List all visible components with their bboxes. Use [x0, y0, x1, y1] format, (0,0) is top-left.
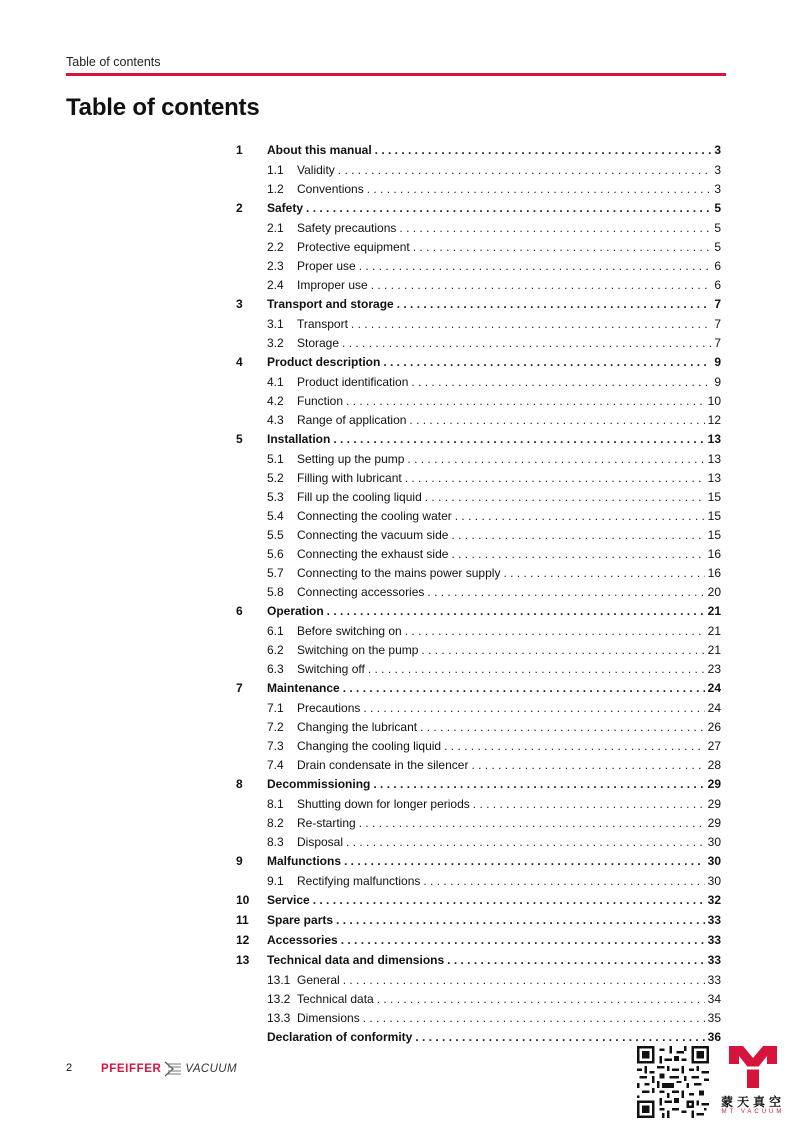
toc-entry-number: 2	[236, 201, 243, 215]
toc-dot-leader	[473, 795, 705, 814]
toc-entry-title: Connecting the exhaust side	[297, 547, 449, 561]
toc-chapter-entry[interactable]	[236, 199, 721, 219]
toc-dot-leader	[346, 392, 705, 411]
toc-dot-leader	[367, 180, 712, 199]
toc-entry-title: Shutting down for longer periods	[297, 797, 470, 811]
toc-entry-title: Range of application	[297, 413, 407, 427]
toc-dot-leader	[471, 756, 704, 775]
toc-dot-leader	[377, 990, 705, 1009]
toc-chapter-entry[interactable]	[236, 602, 721, 622]
toc-entry-number: 7.2	[267, 720, 284, 734]
toc-dot-leader	[363, 699, 704, 718]
toc-entry-title: Rectifying malfunctions	[297, 874, 421, 888]
toc-dot-leader	[333, 430, 704, 449]
toc-entry-number: 5.4	[267, 509, 284, 523]
toc-entry-title: Precautions	[297, 701, 361, 715]
toc-section-entry[interactable]	[236, 219, 721, 238]
toc-dot-leader	[425, 488, 705, 507]
toc-entry-page: 33	[707, 913, 721, 927]
toc-entry-title: Function	[297, 394, 344, 408]
toc-entry-number: 5.1	[267, 452, 284, 466]
toc-dot-leader	[503, 564, 704, 583]
mt-vacuum-english-name: MT VACUUM	[721, 1109, 785, 1115]
toc-entry-number: 5.8	[267, 585, 284, 599]
toc-entry-number: 4	[236, 355, 243, 369]
toc-dot-leader	[363, 1009, 705, 1028]
toc-entry-page: 30	[707, 854, 721, 868]
toc-entry-number: 1	[236, 143, 243, 157]
toc-section-entry[interactable]	[236, 257, 721, 276]
toc-entry-number: 8.1	[267, 797, 284, 811]
toc-entry-title: Operation	[267, 604, 324, 618]
toc-dot-leader	[375, 141, 712, 160]
toc-dot-leader	[342, 334, 711, 353]
toc-dot-leader	[411, 373, 711, 392]
toc-chapter-entry[interactable]	[236, 951, 721, 971]
toc-dot-leader	[427, 583, 704, 602]
toc-dot-leader	[447, 951, 704, 970]
toc-chapter-entry[interactable]	[236, 911, 721, 931]
toc-entry-page: 29	[707, 816, 721, 830]
toc-entry-number: 5.3	[267, 490, 284, 504]
toc-dot-leader	[359, 257, 712, 276]
toc-entry-title: Conventions	[297, 182, 364, 196]
toc-entry-page: 33	[707, 933, 721, 947]
mt-vacuum-logo	[716, 1044, 790, 1120]
toc-section-entry[interactable]	[236, 315, 721, 334]
toc-entry-number: 9.1	[267, 874, 284, 888]
toc-entry-page: 34	[707, 992, 721, 1006]
toc-dot-leader	[327, 602, 705, 621]
toc-chapter-entry[interactable]	[236, 852, 721, 872]
toc-entry-number: 5	[236, 432, 243, 446]
toc-entry-number: 10	[236, 893, 250, 907]
toc-entry-title: Product identification	[297, 375, 409, 389]
toc-entry-page: 30	[707, 835, 721, 849]
toc-entry-number: 4.1	[267, 375, 284, 389]
toc-entry-title: Protective equipment	[297, 240, 410, 254]
toc-entry-number: 3.1	[267, 317, 284, 331]
mt-vacuum-chinese-name: 蒙天真空	[720, 1095, 785, 1109]
toc-section-entry[interactable]	[236, 373, 721, 392]
toc-entry-title: Connecting the vacuum side	[297, 528, 449, 542]
toc-entry-number: 2.2	[267, 240, 284, 254]
toc-dot-leader	[373, 775, 704, 794]
toc-entry-number: 13.3	[267, 1011, 291, 1025]
toc-entry-number: 13	[236, 953, 250, 967]
toc-entry-page: 12	[707, 413, 721, 427]
toc-entry-page: 13	[707, 471, 721, 485]
toc-entry-number: 4.3	[267, 413, 284, 427]
toc-entry-page: 21	[707, 624, 721, 638]
toc-entry-number: 5.6	[267, 547, 284, 561]
toc-entry-page: 30	[707, 874, 721, 888]
toc-entry-title: Drain condensate in the silencer	[297, 758, 469, 772]
toc-entry-title: Product description	[267, 355, 381, 369]
toc-entry-title: Installation	[267, 432, 331, 446]
toc-dot-leader	[405, 622, 705, 641]
toc-entry-number: 6	[236, 604, 243, 618]
table-of-contents	[236, 141, 721, 1048]
toc-entry-page: 28	[707, 758, 721, 772]
toc-entry-number: 7.4	[267, 758, 284, 772]
toc-entry-number: 5.2	[267, 471, 284, 485]
toc-entry-page: 21	[707, 604, 721, 618]
toc-entry-page: 26	[707, 720, 721, 734]
toc-entry-title: Improper use	[297, 278, 368, 292]
toc-entry-page: 32	[707, 893, 721, 907]
toc-entry-title: Validity	[297, 163, 335, 177]
toc-entry-title: Connecting the cooling water	[297, 509, 452, 523]
toc-entry-page: 24	[707, 701, 721, 715]
toc-entry-number: 7.3	[267, 739, 284, 753]
toc-chapter-entry[interactable]	[236, 295, 721, 315]
toc-entry-title: Before switching on	[297, 624, 402, 638]
toc-entry-title: Switching off	[297, 662, 365, 676]
toc-entry-title: Disposal	[297, 835, 344, 849]
toc-entry-number: 8.2	[267, 816, 284, 830]
toc-chapter-entry[interactable]	[236, 1028, 721, 1048]
toc-dot-leader	[397, 295, 712, 314]
toc-dot-leader	[338, 161, 712, 180]
toc-entry-title: Decommissioning	[267, 777, 371, 791]
toc-entry-number: 6.2	[267, 643, 284, 657]
toc-entry-title: Safety	[267, 201, 304, 215]
toc-entry-number: 11	[236, 913, 249, 927]
toc-dot-leader	[313, 891, 705, 910]
toc-entry-title: Malfunctions	[267, 854, 341, 868]
toc-section-entry[interactable]	[236, 507, 721, 526]
toc-entry-title: General	[297, 973, 340, 987]
toc-entry-title: Connecting accessories	[297, 585, 425, 599]
toc-entry-page: 29	[707, 777, 721, 791]
toc-dot-leader	[413, 238, 712, 257]
toc-section-entry[interactable]	[236, 276, 721, 295]
toc-section-entry[interactable]	[236, 990, 721, 1009]
toc-dot-leader	[306, 199, 711, 218]
toc-entry-title: Accessories	[267, 933, 338, 947]
toc-entry-title: Changing the lubricant	[297, 720, 418, 734]
toc-entry-page: 29	[707, 797, 721, 811]
toc-section-entry[interactable]	[236, 469, 721, 488]
toc-dot-leader	[420, 718, 705, 737]
toc-dot-leader	[415, 1028, 704, 1047]
toc-section-entry[interactable]	[236, 180, 721, 199]
toc-entry-title: About this manual	[267, 143, 372, 157]
mt-vacuum-mark-icon	[727, 1044, 779, 1090]
toc-entry-number: 1.1	[267, 163, 284, 177]
running-header: Table of contents	[66, 55, 161, 69]
header-rule	[66, 73, 726, 76]
toc-chapter-entry[interactable]	[236, 353, 721, 373]
toc-entry-number: 7	[236, 681, 243, 695]
toc-entry-title: Proper use	[297, 259, 356, 273]
toc-entry-page: 15	[707, 528, 721, 542]
toc-entry-number: 12	[236, 933, 250, 947]
toc-entry-page: 15	[707, 509, 721, 523]
pfeiffer-mark-icon	[164, 1060, 182, 1078]
toc-section-entry[interactable]	[236, 545, 721, 564]
toc-entry-title: Switching on the pump	[297, 643, 419, 657]
toc-chapter-entry[interactable]	[236, 430, 721, 450]
toc-dot-leader	[368, 660, 705, 679]
toc-entry-page: 16	[707, 566, 721, 580]
toc-section-entry[interactable]	[236, 814, 721, 833]
toc-entry-page: 5	[714, 221, 721, 235]
toc-entry-page: 33	[707, 973, 721, 987]
toc-entry-number: 3.2	[267, 336, 284, 350]
toc-entry-page: 3	[714, 182, 721, 196]
toc-dot-leader	[346, 833, 705, 852]
toc-entry-page: 7	[714, 297, 721, 311]
toc-dot-leader	[343, 971, 705, 990]
toc-section-entry[interactable]	[236, 795, 721, 814]
toc-entry-page: 9	[714, 375, 721, 389]
toc-section-entry[interactable]	[236, 161, 721, 180]
toc-section-entry[interactable]	[236, 526, 721, 545]
toc-entry-number: 6.3	[267, 662, 284, 676]
toc-section-entry[interactable]	[236, 641, 721, 660]
toc-entry-page: 5	[714, 240, 721, 254]
toc-section-entry[interactable]	[236, 660, 721, 679]
toc-chapter-entry[interactable]	[236, 141, 721, 161]
toc-section-entry[interactable]	[236, 392, 721, 411]
toc-entry-page: 21	[707, 643, 721, 657]
toc-entry-number: 8.3	[267, 835, 284, 849]
toc-dot-leader	[343, 679, 705, 698]
toc-section-entry[interactable]	[236, 564, 721, 583]
toc-chapter-entry[interactable]	[236, 775, 721, 795]
toc-entry-page: 10	[707, 394, 721, 408]
toc-section-entry[interactable]	[236, 622, 721, 641]
toc-entry-number: 5.7	[267, 566, 284, 580]
toc-entry-number: 2.4	[267, 278, 284, 292]
toc-entry-title: Transport and storage	[267, 297, 394, 311]
toc-chapter-entry[interactable]	[236, 931, 721, 951]
toc-entry-title: Safety precautions	[297, 221, 397, 235]
toc-dot-leader	[383, 353, 711, 372]
toc-dot-leader	[409, 411, 704, 430]
toc-entry-page: 23	[707, 662, 721, 676]
toc-entry-page: 7	[714, 317, 721, 331]
toc-entry-title: Maintenance	[267, 681, 340, 695]
toc-entry-title: Re-starting	[297, 816, 356, 830]
toc-dot-leader	[359, 814, 705, 833]
toc-dot-leader	[336, 911, 705, 930]
toc-dot-leader	[451, 545, 704, 564]
toc-dot-leader	[455, 507, 705, 526]
toc-entry-number: 2.3	[267, 259, 284, 273]
toc-chapter-entry[interactable]	[236, 679, 721, 699]
toc-dot-leader	[371, 276, 712, 295]
toc-entry-title: Service	[267, 893, 310, 907]
toc-chapter-entry[interactable]	[236, 891, 721, 911]
toc-section-entry[interactable]	[236, 872, 721, 891]
toc-entry-title: Connecting to the mains power supply	[297, 566, 501, 580]
page-title: Table of contents	[66, 94, 260, 121]
toc-dot-leader	[407, 450, 704, 469]
toc-dot-leader	[423, 872, 704, 891]
qr-code-icon	[637, 1046, 709, 1118]
toc-entry-number: 13.1	[267, 973, 291, 987]
toc-dot-leader	[341, 931, 705, 950]
toc-entry-title: Technical data and dimensions	[267, 953, 445, 967]
toc-entry-title: Fill up the cooling liquid	[297, 490, 422, 504]
toc-entry-page: 24	[707, 681, 721, 695]
toc-dot-leader	[421, 641, 704, 660]
toc-section-entry[interactable]	[236, 971, 721, 990]
logo-brand-primary: PFEIFFER	[101, 1063, 162, 1075]
toc-entry-number: 5.5	[267, 528, 284, 542]
page-number: 2	[66, 1062, 73, 1074]
toc-entry-page: 13	[707, 452, 721, 466]
toc-entry-page: 33	[707, 953, 721, 967]
toc-entry-title: Dimensions	[297, 1011, 360, 1025]
toc-entry-number: 6.1	[267, 624, 284, 638]
toc-section-entry[interactable]	[236, 411, 721, 430]
toc-dot-leader	[444, 737, 705, 756]
toc-section-entry[interactable]	[236, 737, 721, 756]
toc-entry-page: 27	[707, 739, 721, 753]
toc-entry-title: Technical data	[297, 992, 374, 1006]
toc-entry-title: Declaration of conformity	[267, 1030, 413, 1044]
toc-entry-page: 13	[707, 432, 721, 446]
toc-section-entry[interactable]	[236, 699, 721, 718]
toc-entry-number: 4.2	[267, 394, 284, 408]
toc-entry-title: Spare parts	[267, 913, 334, 927]
toc-dot-leader	[451, 526, 704, 545]
toc-entry-page: 15	[707, 490, 721, 504]
toc-dot-leader	[399, 219, 711, 238]
toc-entry-number: 2.1	[267, 221, 284, 235]
toc-section-entry[interactable]	[236, 833, 721, 852]
toc-section-entry[interactable]	[236, 756, 721, 775]
toc-entry-page: 20	[707, 585, 721, 599]
toc-entry-number: 9	[236, 854, 243, 868]
toc-entry-page: 6	[714, 259, 721, 273]
toc-section-entry[interactable]	[236, 488, 721, 507]
toc-entry-title: Setting up the pump	[297, 452, 405, 466]
toc-entry-number: 3	[236, 297, 243, 311]
toc-dot-leader	[344, 852, 705, 871]
toc-dot-leader	[405, 469, 705, 488]
toc-section-entry[interactable]	[236, 1009, 721, 1028]
toc-entry-page: 3	[714, 163, 721, 177]
toc-entry-number: 7.1	[267, 701, 284, 715]
toc-entry-page: 36	[707, 1030, 721, 1044]
toc-section-entry[interactable]	[236, 238, 721, 257]
logo-brand-secondary: VACUUM	[185, 1063, 237, 1075]
toc-entry-page: 7	[714, 336, 721, 350]
toc-dot-leader	[351, 315, 711, 334]
toc-entry-title: Storage	[297, 336, 340, 350]
toc-entry-number: 1.2	[267, 182, 284, 196]
toc-entry-page: 3	[714, 143, 721, 157]
toc-section-entry[interactable]	[236, 334, 721, 353]
toc-entry-page: 16	[707, 547, 721, 561]
toc-entry-page: 9	[714, 355, 721, 369]
toc-entry-number: 8	[236, 777, 243, 791]
toc-section-entry[interactable]	[236, 450, 721, 469]
toc-section-entry[interactable]	[236, 583, 721, 602]
toc-entry-title: Filling with lubricant	[297, 471, 402, 485]
pfeiffer-vacuum-logo	[101, 1059, 237, 1079]
toc-entry-number: 13.2	[267, 992, 291, 1006]
toc-entry-page: 35	[707, 1011, 721, 1025]
toc-section-entry[interactable]	[236, 718, 721, 737]
toc-entry-title: Changing the cooling liquid	[297, 739, 442, 753]
toc-entry-title: Transport	[297, 317, 348, 331]
toc-entry-page: 6	[714, 278, 721, 292]
toc-entry-page: 5	[714, 201, 721, 215]
